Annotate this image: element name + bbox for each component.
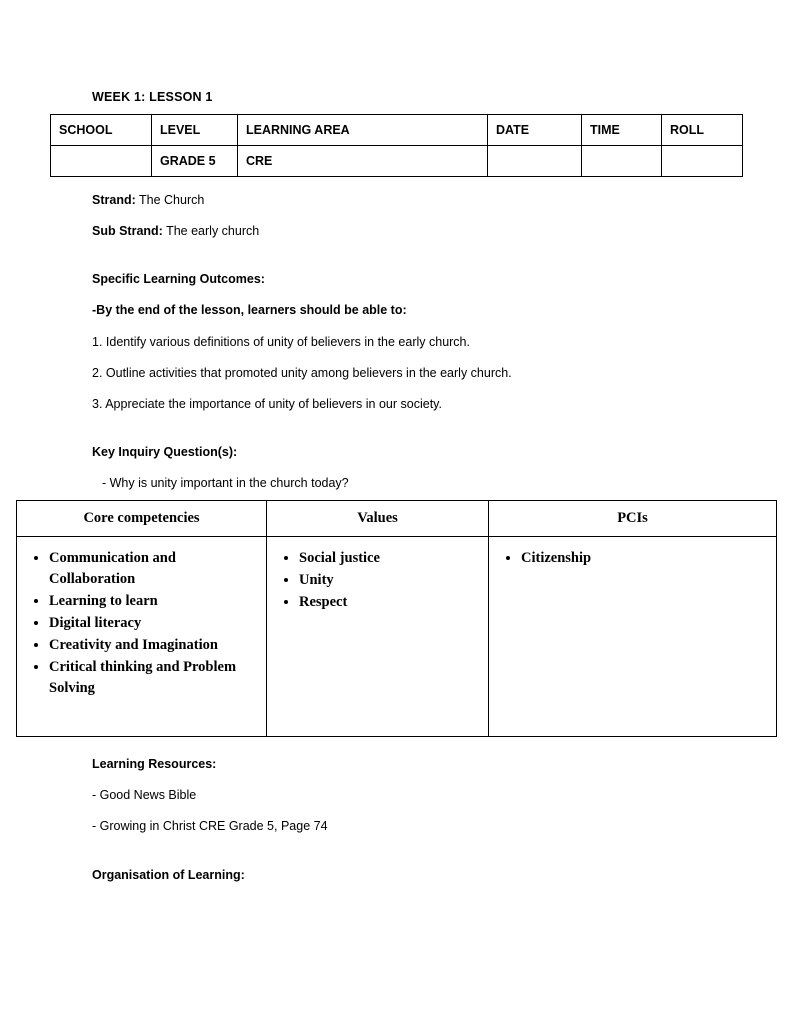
strand-label: Strand: [92,193,136,207]
table-row-values [51,146,743,177]
cell-values [267,537,489,737]
list-item: • Unity [299,570,478,591]
header-pcis: PCIs [489,501,777,537]
table-row-headers [51,115,743,146]
list-item: • Respect [299,592,478,613]
document-content [50,90,741,884]
table-row-competency-headers [17,501,777,537]
header-core-competencies: Core competencies [17,501,267,537]
learning-resource-item-2: - Growing in Christ CRE Grade 5, Page 74 [92,819,328,834]
list-item: • Digital literacy [49,613,256,634]
values-list [277,548,478,613]
table-row-competency-body [17,537,777,737]
header-date: DATE [488,115,582,146]
outcomes-lead: -By the end of the lesson, learners should be able to: [92,303,407,318]
header-learning-area: LEARNING AREA [238,115,488,146]
pcis-list [499,548,766,569]
cell-pcis [489,537,777,737]
organisation-heading: Organisation of Learning: [92,867,245,882]
key-inquiry-heading: Key Inquiry Question(s): [92,444,238,459]
header-level: LEVEL [152,115,238,146]
learning-resources-heading: Learning Resources: [92,757,217,772]
value-learning-area: CRE [238,146,488,177]
header-values: Values [267,501,489,537]
strand-line [92,191,741,209]
list-item: • Communication and Collaboration [49,548,256,590]
list-item: • Learning to learn [49,591,256,612]
list-item: • Social justice [299,548,478,569]
competency-table [16,500,777,737]
header-roll: ROLL [662,115,743,146]
list-item: • Creativity and Imagination [49,635,256,656]
sub-strand-value: The early church [166,224,260,239]
value-time [582,146,662,177]
sub-strand-label: Sub Strand: [92,224,163,239]
outcomes-heading: Specific Learning Outcomes: [92,272,265,287]
list-item: • Critical thinking and Problem Solving [49,657,256,699]
outcome-item-1: 1. Identify various definitions of unity of believers in the early church. [92,334,470,349]
week-lesson-title: WEEK 1: LESSON 1 [92,90,213,104]
key-inquiry-question: - Why is unity important in the church today? [102,476,349,490]
header-school: SCHOOL [51,115,152,146]
value-school [51,146,152,177]
core-competencies-list [27,548,256,699]
header-time: TIME [582,115,662,146]
value-roll [662,146,743,177]
sub-strand-line [92,222,741,240]
outcome-item-2: 2. Outline activities that promoted unity among believers in the early church. [92,365,512,380]
strand-value: The Church [139,193,205,207]
list-item: • Citizenship [521,548,766,569]
value-level: GRADE 5 [152,146,238,177]
value-date [488,146,582,177]
lesson-info-table [50,114,743,177]
outcome-item-3: 3. Appreciate the importance of unity of believers in our society. [92,396,442,411]
learning-resource-item-1: - Good News Bible [92,788,197,803]
cell-core-competencies [17,537,267,737]
